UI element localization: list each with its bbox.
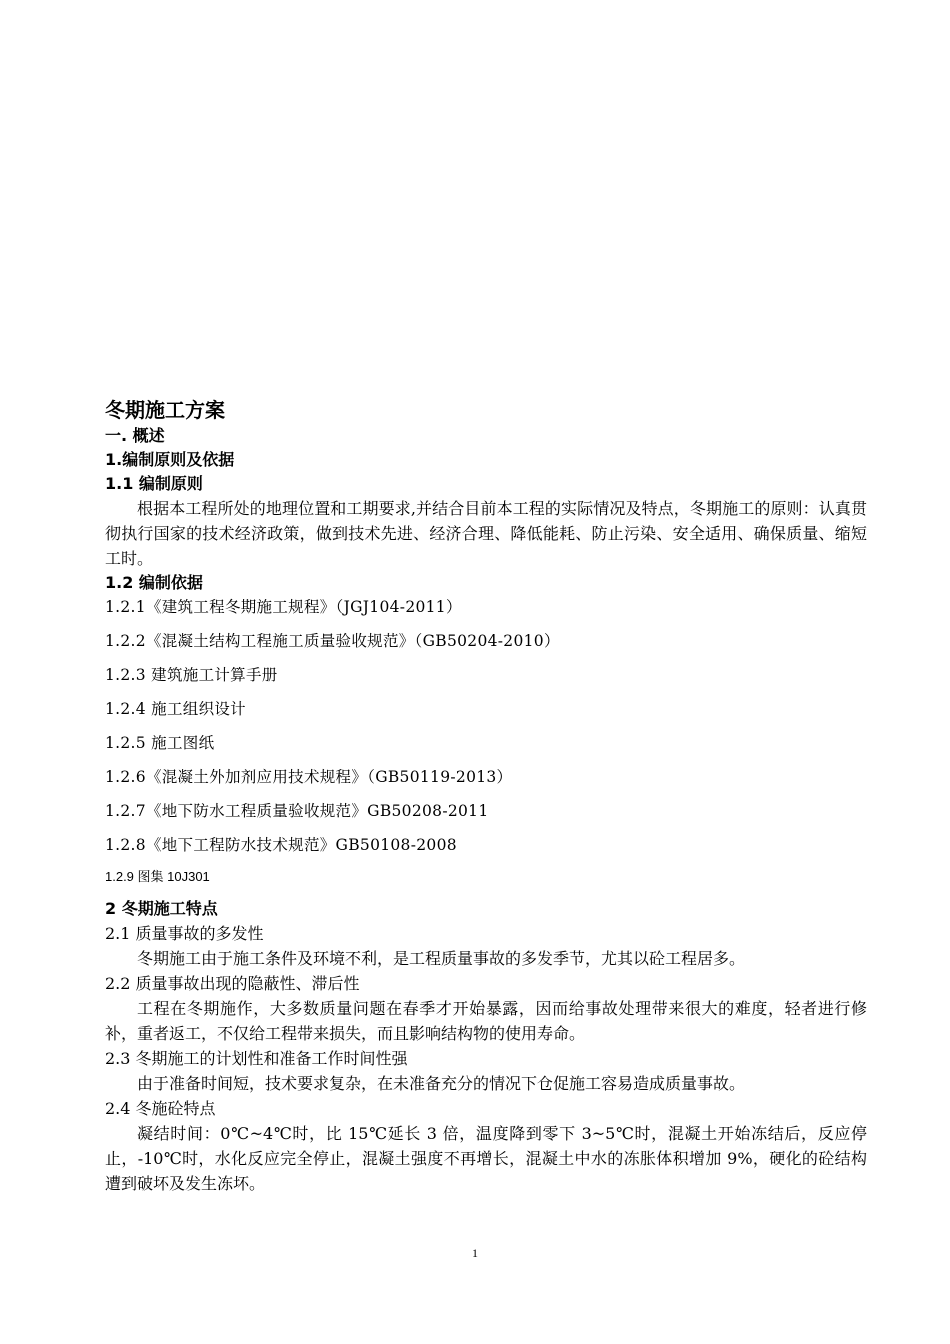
- paragraph-1-1: 根据本工程所处的地理位置和工期要求,并结合目前本工程的实际情况及特点，冬期施工的原则：认真贯彻执行国家的技术经济政策，做到技术先进、经济合理、降低能耗、防止污染、安全适用、确保质量、缩短工时。: [105, 499, 867, 568]
- reference-item: 1.2.3 建筑施工计算手册: [105, 666, 278, 684]
- subheading-2-2: 2.2 质量事故出现的隐蔽性、滞后性: [105, 974, 360, 993]
- document-body: [105, 396, 867, 1196]
- heading-1-1: 1.1 编制原则: [105, 474, 203, 493]
- reference-item: 1.2.9 图集 10J301: [105, 869, 210, 884]
- paragraph-2-3: 由于准备时间短，技术要求复杂，在未准备充分的情况下仓促施工容易造成质量事故。: [137, 1074, 746, 1093]
- subheading-2-1: 2.1 质量事故的多发性: [105, 924, 264, 943]
- section-heading: 一. 概述: [105, 426, 165, 445]
- subheading-2-3: 2.3 冬期施工的计划性和准备工作时间性强: [105, 1049, 408, 1068]
- subheading-2-4: 2.4 冬施砼特点: [105, 1099, 216, 1118]
- reference-item: 1.2.2《混凝土结构工程施工质量验收规范》（GB50204-2010）: [105, 632, 560, 650]
- reference-item: 1.2.4 施工组织设计: [105, 700, 246, 718]
- paragraph-2-4: 凝结时间：0℃~4℃时，比 15℃延长 3 倍，温度降到零下 3~5℃时，混凝土开始冻结后，反应停止，-10℃时，水化反应完全停止，混凝土强度不再增长，混凝土中水的冻胀体积增加 9%，硬化的砼结构遭到破坏及发生冻坏。: [105, 1124, 867, 1193]
- heading-2: 2 冬期施工特点: [105, 899, 218, 918]
- reference-item: 1.2.6《混凝土外加剂应用技术规程》（GB50119-2013）: [105, 768, 513, 786]
- reference-item: 1.2.8《地下工程防水技术规范》GB50108-2008: [105, 836, 457, 854]
- page-number: 1: [472, 1246, 478, 1260]
- reference-item: 1.2.7《地下防水工程质量验收规范》GB50208-2011: [105, 802, 489, 820]
- heading-1: 1.编制原则及依据: [105, 450, 235, 469]
- paragraph-2-1: 冬期施工由于施工条件及环境不利，是工程质量事故的多发季节，尤其以砼工程居多。: [137, 949, 746, 968]
- paragraph-2-2: 工程在冬期施作，大多数质量问题在春季才开始暴露，因而给事故处理带来很大的难度，轻者进行修补，重者返工，不仅给工程带来损失，而且影响结构物的使用寿命。: [105, 999, 867, 1043]
- reference-item: 1.2.5 施工图纸: [105, 734, 215, 752]
- reference-item: 1.2.1《建筑工程冬期施工规程》（JGJ104-2011）: [105, 598, 462, 616]
- heading-1-2: 1.2 编制依据: [105, 573, 203, 592]
- document-title: 冬期施工方案: [105, 398, 225, 422]
